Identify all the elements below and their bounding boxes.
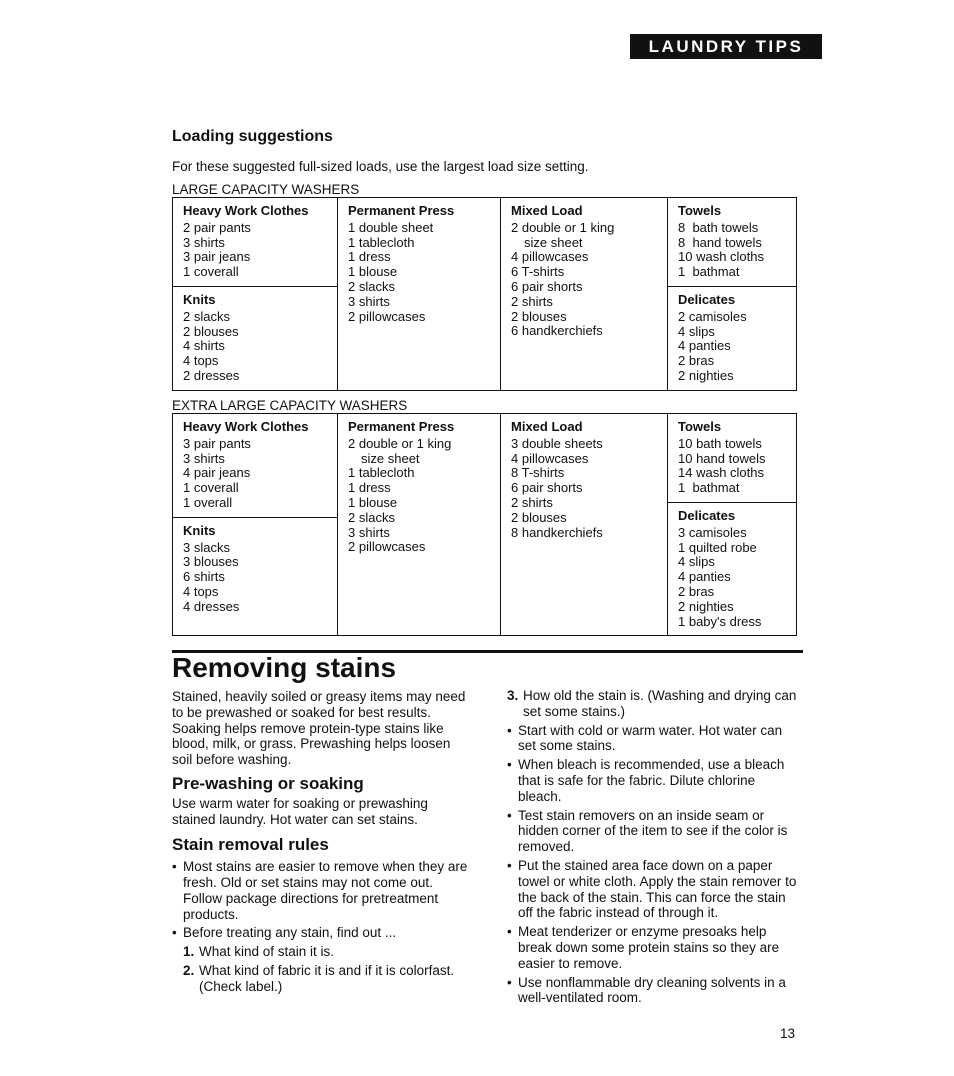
load-item: 2 slacks [348, 509, 395, 525]
bullet-icon: • [172, 859, 177, 875]
load-item: 4 pillowcases [511, 450, 589, 466]
load-item: 2 pair pants [183, 219, 251, 235]
load-group [501, 414, 667, 546]
table-column [668, 414, 797, 636]
table-column [173, 414, 338, 636]
load-group-heading: Delicates [678, 291, 736, 307]
load-item: 2 bras [678, 353, 715, 369]
table-column [338, 414, 501, 636]
bullet-icon: • [507, 757, 512, 773]
load-item: 2 dresses [183, 367, 240, 383]
load-item: 6 pair shorts [511, 278, 583, 294]
load-item: 1 dress [348, 249, 391, 265]
load-item: 1 tablecloth [348, 465, 415, 481]
load-item: 8 T-shirts [511, 465, 565, 481]
numbered-item: 2. What kind of fabric it is and if it is colorfast. (Check label.) [183, 962, 455, 994]
load-item: 4 pillowcases [511, 249, 589, 265]
load-item: 2 bras [678, 583, 715, 599]
table-column [668, 198, 797, 391]
load-item: 2 nighties [678, 598, 734, 614]
table-column [501, 198, 668, 391]
table-caption-extra-large: EXTRA LARGE CAPACITY WASHERS [172, 398, 408, 413]
load-item: 2 blouses [511, 308, 567, 324]
load-item: 1 overall [183, 494, 233, 510]
load-item: 4 shirts [183, 338, 225, 354]
rules-heading: Stain removal rules [172, 835, 329, 855]
loading-heading: Loading suggestions [172, 128, 333, 145]
load-group-heading: Heavy Work Clothes [183, 203, 309, 218]
load-item: 10 hand towels [678, 450, 766, 466]
numbered-item: 3. How old the stain is. (Washing and drying can set some stains.) [507, 688, 797, 719]
load-item: 4 tops [183, 353, 219, 369]
load-group [173, 198, 337, 286]
load-item: 2 pillowcases [348, 539, 426, 555]
load-group [668, 414, 796, 502]
load-item: 4 slips [678, 323, 715, 339]
load-group [173, 414, 337, 517]
list-item: • Most stains are easier to remove when they are fresh. Old or set stains may not come out. Follow package directions for pretreatment products. [172, 859, 468, 922]
load-item: 2 pillowcases [348, 308, 426, 324]
load-item: 1 blouse [348, 494, 398, 510]
load-item: 2 slacks [183, 308, 230, 324]
load-item: 3 blouses [183, 554, 239, 570]
load-item: 1 bathmat [678, 264, 740, 280]
load-item: 6 T-shirts [511, 264, 565, 280]
section-banner: LAUNDRY TIPS [630, 34, 822, 59]
table-column [501, 414, 668, 636]
removing-intro: Stained, heavily soiled or greasy items may need to be prewashed or soaked for best results. Soaking helps remove protein-type stains like blood, milk, or grass. Prewashing helps loosen soil before washing. [172, 689, 466, 768]
page-number: 13 [780, 1026, 796, 1041]
load-item: 8 bath towels [678, 219, 759, 235]
load-item: 4 panties [678, 569, 731, 585]
load-item: 2 shirts [511, 293, 553, 309]
bullet-icon: • [507, 857, 512, 873]
load-item: 1 bathmat [678, 480, 740, 496]
load-item: 2 nighties [678, 367, 734, 383]
load-item: 6 handkerchiefs [511, 323, 603, 339]
load-item: 3 camisoles [678, 524, 747, 540]
load-group [338, 414, 500, 561]
large-capacity-table [172, 197, 797, 391]
load-group [668, 286, 796, 390]
load-group-heading: Towels [678, 419, 722, 434]
load-item: 4 slips [678, 554, 715, 570]
load-item: 8 handkerchiefs [511, 524, 603, 540]
load-group-heading: Mixed Load [511, 419, 583, 434]
load-item: 3 double sheets [511, 435, 603, 451]
bullet-icon: • [507, 722, 512, 738]
load-group [668, 198, 796, 286]
load-item: size sheet [361, 450, 420, 466]
extra-large-capacity-table [172, 413, 797, 636]
prewash-text: Use warm water for soaking or prewashing stained laundry. Hot water can set stains. [172, 795, 428, 827]
load-item: 2 slacks [348, 278, 395, 294]
load-item: 2 double or 1 king [511, 219, 615, 235]
load-group-heading: Heavy Work Clothes [183, 419, 309, 434]
load-item: 3 pair pants [183, 435, 251, 451]
table-column [173, 198, 338, 391]
load-item: 4 panties [678, 338, 731, 354]
load-item: size sheet [524, 234, 583, 250]
load-item: 1 tablecloth [348, 234, 415, 250]
table-column [338, 198, 501, 391]
load-group [501, 198, 667, 345]
numbered-item: 1. What kind of stain it is. [183, 944, 335, 960]
removing-stains-heading: Removing stains [172, 652, 397, 683]
list-item: • Test stain removers on an inside seam or hidden corner of the item to see if the color is removed. [507, 807, 788, 855]
load-item: 4 pair jeans [183, 465, 251, 481]
list-item: • Use nonflammable dry cleaning solvents in a well-ventilated room. [507, 974, 786, 1006]
bullet-icon: • [507, 807, 512, 823]
load-item: 6 pair shorts [511, 480, 583, 496]
load-item: 10 bath towels [678, 435, 762, 451]
load-group-heading: Permanent Press [348, 419, 455, 434]
load-item: 1 dress [348, 480, 391, 496]
list-item: • Before treating any stain, find out ... [172, 925, 397, 941]
load-item: 10 wash cloths [678, 249, 764, 265]
load-group-heading: Permanent Press [348, 203, 455, 218]
load-group [173, 517, 337, 621]
load-item: 6 shirts [183, 569, 225, 585]
load-item: 4 tops [183, 583, 219, 599]
list-item: • When bleach is recommended, use a bleach that is safe for the fabric. Dilute chlorine bleach. [507, 757, 785, 804]
prewash-heading: Pre-washing or soaking [172, 773, 364, 793]
load-item: 2 camisoles [678, 308, 747, 324]
load-item: 3 shirts [348, 524, 390, 540]
load-item: 4 dresses [183, 598, 240, 614]
load-item: 14 wash cloths [678, 465, 764, 481]
list-item: • Start with cold or warm water. Hot water can set some stains. [507, 722, 783, 754]
load-item: 8 hand towels [678, 234, 762, 250]
load-item: 2 double or 1 king [348, 435, 452, 451]
load-item: 2 blouses [511, 509, 567, 525]
load-group-heading: Knits [183, 522, 216, 538]
load-item: 2 blouses [183, 323, 239, 339]
table-caption-large: LARGE CAPACITY WASHERS [172, 182, 360, 197]
load-item: 3 shirts [348, 293, 390, 309]
load-item: 1 coverall [183, 264, 239, 280]
right-column [507, 688, 797, 1009]
load-item: 3 shirts [183, 450, 225, 466]
load-item: 1 coverall [183, 480, 239, 496]
load-item: 3 shirts [183, 234, 225, 250]
load-item: 1 quilted robe [678, 539, 757, 555]
list-item: • Put the stained area face down on a paper towel or white cloth. Apply the stain remover to the back of the stain. This can force the stain off the fabric instead of through it. [507, 857, 797, 921]
load-item: 1 baby's dress [678, 613, 762, 629]
load-group-heading: Delicates [678, 507, 736, 523]
right-bullet-list [507, 723, 797, 1007]
loading-intro: For these suggested full-sized loads, use the largest load size setting. [172, 159, 589, 174]
load-group [173, 286, 337, 390]
load-group [338, 198, 500, 330]
bullet-icon: • [172, 925, 177, 941]
bullet-icon: • [507, 924, 512, 940]
list-item: • Meat tenderizer or enzyme presoaks help break down some protein stains so they are easier to remove. [507, 924, 780, 971]
bullet-icon: • [507, 974, 512, 990]
load-item: 1 double sheet [348, 219, 434, 235]
load-item: 3 pair jeans [183, 249, 251, 265]
load-item: 1 blouse [348, 264, 398, 280]
load-item: 3 slacks [183, 539, 230, 555]
load-group-heading: Towels [678, 203, 722, 218]
load-group-heading: Mixed Load [511, 203, 583, 218]
left-column [172, 689, 472, 998]
load-item: 2 shirts [511, 494, 553, 510]
load-group [668, 502, 796, 635]
load-group-heading: Knits [183, 291, 216, 307]
